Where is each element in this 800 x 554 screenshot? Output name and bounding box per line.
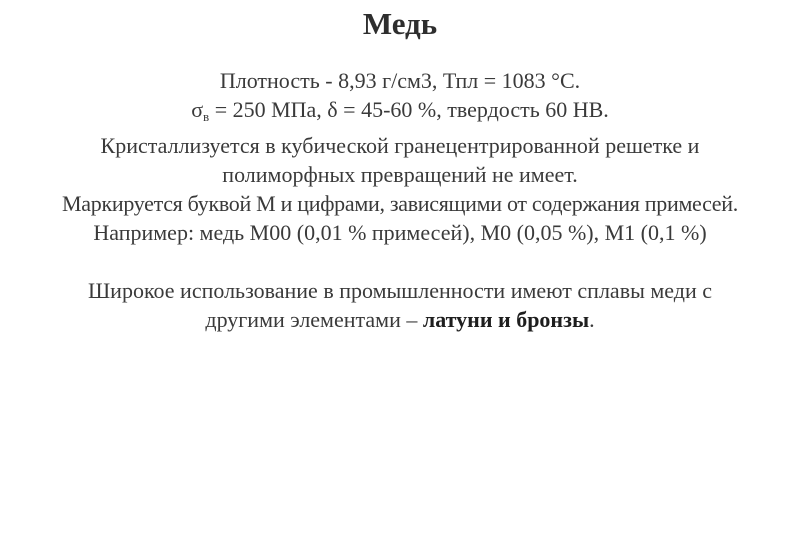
sigma-subscript: в: [203, 109, 210, 124]
crystal-line-2: полиморфных превращений не имеет.: [222, 162, 578, 187]
usage-line-2-start: другими элементами –: [205, 307, 423, 332]
slide-title: Медь: [362, 6, 438, 41]
sigma-symbol: σ: [191, 97, 204, 122]
usage-line-1: Широкое использование в промышленности имеют сплавы меди с: [87, 278, 712, 303]
alloys-highlight: латуни и бронзы: [422, 307, 590, 332]
marking-line: Маркируется буквой М и цифрами, зависящими от содержания примесей.: [62, 191, 738, 216]
strength-values: = 250 МПа, δ = 45-60 %, твердость 60 НВ.: [209, 97, 609, 122]
density-line: Плотность - 8,93 г/см3, Тпл = 1083 °С.: [219, 68, 581, 93]
crystal-line-1: Кристаллизуется в кубической гранецентрированной решетке и: [100, 133, 700, 158]
paragraph-spacer: [0, 247, 800, 276]
usage-line-2: [0, 305, 800, 334]
strength-line: [0, 95, 800, 131]
example-line: Например: медь М00 (0,01 % примесей), М0 (0,05 %), М1 (0,1 %): [93, 220, 707, 245]
usage-line-2-end: .: [589, 307, 595, 332]
slide-body: [0, 66, 800, 334]
